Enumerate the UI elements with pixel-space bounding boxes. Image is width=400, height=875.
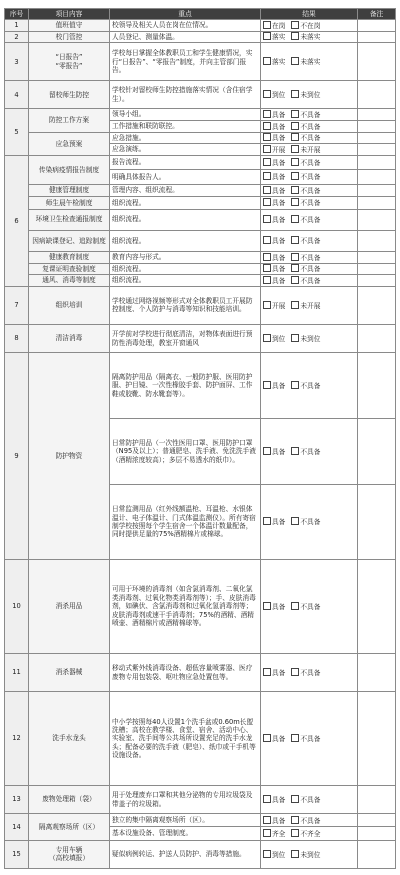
result-options [261, 184, 358, 196]
item-name: 留校师生防控 [29, 81, 110, 109]
note-cell[interactable] [358, 20, 396, 32]
checkbox[interactable] [291, 850, 299, 858]
key-point: 明确具体报告人。 [110, 170, 261, 185]
table-row [5, 81, 396, 109]
key-point: 人员登记、测量体温。 [110, 31, 261, 43]
item-name: 健康管理制度 [29, 184, 110, 196]
checkbox[interactable] [263, 734, 271, 742]
row-number: 15 [5, 840, 29, 868]
row-number: 1 [5, 20, 29, 32]
key-point: 组织流程。 [110, 197, 261, 209]
option-label: 到位 [272, 334, 286, 343]
option-label: 具备 [272, 186, 286, 195]
header-no: 序号 [5, 9, 29, 20]
note-cell[interactable] [358, 184, 396, 196]
checkbox[interactable] [263, 21, 271, 29]
option-label: 具备 [272, 265, 286, 274]
option-label: 不具备 [300, 215, 321, 224]
key-point: 隔离防护用品（隔离衣、一般防护服、医用防护服、护目镜、一次性橡胶手套、防护面屏、工作鞋或胶靴、防水靴套等）。 [110, 352, 261, 418]
checkbox[interactable] [291, 253, 299, 261]
row-number: 7 [5, 286, 29, 324]
option-label: 具备 [272, 215, 286, 224]
table-row [5, 275, 396, 287]
result-options [261, 170, 358, 185]
option-label: 到位 [272, 850, 286, 859]
option-label: 开展 [272, 145, 286, 154]
result-options [261, 275, 358, 287]
option-label: 具备 [272, 237, 286, 246]
checkbox[interactable] [291, 816, 299, 824]
option-label: 不具备 [300, 518, 321, 527]
checkbox[interactable] [263, 158, 271, 166]
checkbox[interactable] [291, 734, 299, 742]
checkbox[interactable] [263, 90, 271, 98]
option-label: 具备 [272, 816, 286, 825]
result-options [261, 109, 358, 121]
result-options [261, 155, 358, 170]
checkbox[interactable] [291, 264, 299, 272]
result-options [261, 827, 358, 840]
option-label: 未开展 [300, 301, 321, 310]
checkbox[interactable] [291, 110, 299, 118]
option-label: 未到位 [300, 334, 321, 343]
result-options [261, 81, 358, 109]
row-number: 9 [5, 352, 29, 559]
key-point: 应急措施。 [110, 132, 261, 144]
checkbox[interactable] [291, 57, 299, 65]
option-label: 不具备 [300, 158, 321, 167]
option-label: 具备 [272, 134, 286, 143]
result-options [261, 559, 358, 653]
key-point: 移动式紫外线消毒设备、超低容量喷雾器、医疗废物专用包装袋、呕吐物应急处置包等。 [110, 653, 261, 691]
result-options [261, 286, 358, 324]
option-label: 未落实 [300, 58, 321, 67]
checkbox[interactable] [263, 668, 271, 676]
checkbox[interactable] [291, 145, 299, 153]
item-name: 传染病疫情报告制度 [29, 155, 110, 184]
option-label: 不具备 [300, 173, 321, 182]
note-cell[interactable] [358, 419, 396, 485]
note-cell[interactable] [358, 275, 396, 287]
checkbox[interactable] [263, 264, 271, 272]
result-options [261, 43, 358, 81]
table-row [5, 840, 396, 868]
option-label: 在岗 [272, 21, 286, 30]
row-number: 11 [5, 653, 29, 691]
option-label: 不具备 [300, 276, 321, 285]
result-options [261, 120, 358, 132]
checkbox[interactable] [291, 172, 299, 180]
note-cell[interactable] [358, 170, 396, 185]
option-label: 未到位 [300, 91, 321, 100]
result-options [261, 485, 358, 560]
table-row [5, 43, 396, 81]
note-cell[interactable] [358, 286, 396, 324]
option-label: 不具备 [300, 186, 321, 195]
option-label: 不具备 [300, 668, 321, 677]
note-cell[interactable] [358, 485, 396, 560]
item-name: 环境卫生检查通报制度 [29, 209, 110, 230]
checkbox[interactable] [263, 301, 271, 309]
result-options [261, 419, 358, 485]
table-row [5, 31, 396, 43]
table-row [5, 184, 396, 196]
checkbox[interactable] [263, 816, 271, 824]
row-number: 4 [5, 81, 29, 109]
table-row [5, 155, 396, 170]
checkbox[interactable] [263, 57, 271, 65]
key-point: 疑似病例转运、护送人员防护、消毒等措施。 [110, 840, 261, 868]
checkbox[interactable] [263, 198, 271, 206]
row-number: 13 [5, 786, 29, 814]
note-cell[interactable] [358, 827, 396, 840]
row-number: 14 [5, 814, 29, 841]
option-label: 不具备 [300, 381, 321, 390]
checkbox[interactable] [263, 145, 271, 153]
checkbox[interactable] [291, 301, 299, 309]
option-label: 开展 [272, 301, 286, 310]
option-label: 不具备 [300, 237, 321, 246]
header-result: 结果 [261, 9, 358, 20]
checkbox[interactable] [291, 21, 299, 29]
option-label: 具备 [272, 734, 286, 743]
key-point: 校领导及相关人员在岗在位情况。 [110, 20, 261, 32]
option-label: 具备 [272, 110, 286, 119]
note-cell[interactable] [358, 43, 396, 81]
key-point: 学校针对留校师生防控措施落实情况（含住宿学生）。 [110, 81, 261, 109]
item-name: 防控工作方案 [29, 109, 110, 132]
checkbox[interactable] [263, 253, 271, 261]
note-cell[interactable] [358, 692, 396, 786]
result-options [261, 692, 358, 786]
table-row [5, 786, 396, 814]
table-row [5, 263, 396, 275]
table-row [5, 814, 396, 827]
note-cell[interactable] [358, 132, 396, 144]
table-row [5, 286, 396, 324]
option-label: 不具备 [300, 122, 321, 131]
checkbox[interactable] [291, 276, 299, 284]
note-cell[interactable] [358, 786, 396, 814]
option-label: 到位 [272, 91, 286, 100]
checkbox[interactable] [263, 850, 271, 858]
item-name: 专用车辆 （高校填报） [29, 840, 110, 868]
result-options [261, 209, 358, 230]
row-number: 6 [5, 155, 29, 286]
checkbox[interactable] [263, 602, 271, 610]
option-label: 落实 [272, 58, 286, 67]
result-options [261, 653, 358, 691]
key-point: 领导小组。 [110, 109, 261, 121]
inspection-checklist-table [4, 8, 396, 869]
item-name: 消杀器械 [29, 653, 110, 691]
checkbox[interactable] [263, 334, 271, 342]
note-cell[interactable] [358, 109, 396, 121]
checkbox[interactable] [291, 186, 299, 194]
item-name: 应急预案 [29, 132, 110, 155]
key-point: 教育内容与形式。 [110, 252, 261, 264]
checkbox[interactable] [291, 32, 299, 40]
key-point: 中小学按照每40人设置1个洗手盆或0.60m长盥洗槽；高校在教学楼、食堂、宿舍、活动中心、实验室、洗手间等公共场所设置充足的洗手水龙头；配备必要的洗手液（肥皂）、纸巾或干手机等设施设备。 [110, 692, 261, 786]
result-options [261, 325, 358, 353]
checkbox[interactable] [291, 447, 299, 455]
item-name: 消杀用品 [29, 559, 110, 653]
note-cell[interactable] [358, 81, 396, 109]
option-label: 未到位 [300, 850, 321, 859]
option-label: 具备 [272, 158, 286, 167]
option-label: 不具备 [300, 134, 321, 143]
result-options [261, 786, 358, 814]
option-label: 具备 [272, 276, 286, 285]
note-cell[interactable] [358, 814, 396, 827]
checkbox[interactable] [263, 276, 271, 284]
result-options [261, 132, 358, 144]
option-label: 具备 [272, 668, 286, 677]
row-number: 3 [5, 43, 29, 81]
checkbox[interactable] [263, 172, 271, 180]
item-name: 校门管控 [29, 31, 110, 43]
table-row [5, 209, 396, 230]
note-cell[interactable] [358, 155, 396, 170]
key-point: 用于处理废弃口罩和其他分泌物的专用垃圾袋及带盖子的垃圾箱。 [110, 786, 261, 814]
table-row [5, 20, 396, 32]
checkbox[interactable] [291, 158, 299, 166]
option-label: 齐全 [272, 829, 286, 838]
item-name: 值班值守 [29, 20, 110, 32]
note-cell[interactable] [358, 144, 396, 156]
header-note: 备注 [358, 9, 396, 20]
checkbox[interactable] [291, 381, 299, 389]
item-name: 废物处理箱（袋） [29, 786, 110, 814]
result-options [261, 31, 358, 43]
checkbox[interactable] [263, 795, 271, 803]
result-options [261, 144, 358, 156]
item-name: “日报告” “零报告” [29, 43, 110, 81]
row-number: 5 [5, 109, 29, 156]
key-point: 学校每日掌握全体教职员工和学生健康情况，实行“日报告”、“零报告”制度，并向主管部门报告。 [110, 43, 261, 81]
checkbox[interactable] [263, 215, 271, 223]
checkbox[interactable] [291, 133, 299, 141]
result-options [261, 840, 358, 868]
option-label: 不具备 [300, 447, 321, 456]
option-label: 落实 [272, 33, 286, 42]
table-row [5, 197, 396, 209]
checkbox[interactable] [291, 198, 299, 206]
item-name: 隔离观察场所（区） [29, 814, 110, 841]
checkbox[interactable] [263, 381, 271, 389]
option-label: 不具备 [300, 734, 321, 743]
table-row [5, 132, 396, 144]
note-cell[interactable] [358, 230, 396, 251]
option-label: 具备 [272, 381, 286, 390]
key-point: 日常监测用品（红外线额温枪、耳温枪、水银体温计、电子体温计、门式体温监测仪）。所有寄宿制学校按照每个学生宿舍一个体温计数量配备，同时提供足量的75%酒精棉片或棉球。 [110, 485, 261, 560]
key-point: 基本设施设备、管理制度。 [110, 827, 261, 840]
header-item: 项目内容 [29, 9, 110, 20]
checkbox[interactable] [291, 215, 299, 223]
note-cell[interactable] [358, 209, 396, 230]
option-label: 具备 [272, 447, 286, 456]
checkbox[interactable] [291, 668, 299, 676]
checkbox[interactable] [263, 32, 271, 40]
checkbox[interactable] [291, 236, 299, 244]
item-name: 组织培训 [29, 286, 110, 324]
note-cell[interactable] [358, 325, 396, 353]
key-point: 独立的集中隔离观察场所（区）。 [110, 814, 261, 827]
option-label: 未开展 [300, 145, 321, 154]
item-name: 洗手水龙头 [29, 692, 110, 786]
option-label: 不具备 [300, 816, 321, 825]
option-label: 不具备 [300, 265, 321, 274]
option-label: 具备 [272, 795, 286, 804]
item-name: 通风、消毒等制度 [29, 275, 110, 287]
option-label: 未落实 [300, 33, 321, 42]
checkbox[interactable] [263, 186, 271, 194]
note-cell[interactable] [358, 352, 396, 418]
option-label: 具备 [272, 199, 286, 208]
row-number: 10 [5, 559, 29, 653]
note-cell[interactable] [358, 197, 396, 209]
header-key-points: 重点 [110, 9, 261, 20]
key-point: 应急演练。 [110, 144, 261, 156]
note-cell[interactable] [358, 31, 396, 43]
option-label: 具备 [272, 173, 286, 182]
item-name: 健康教育制度 [29, 252, 110, 264]
row-number: 8 [5, 325, 29, 353]
table-row [5, 230, 396, 251]
item-name: 复课证明查验制度 [29, 263, 110, 275]
option-label: 不在岗 [300, 21, 321, 30]
checkbox[interactable] [291, 122, 299, 130]
item-name: 因病缺课登记、追踪制度 [29, 230, 110, 251]
row-number: 12 [5, 692, 29, 786]
key-point: 学校通过网络视频等形式对全体教职员工开展防控制度、个人防护与消毒等知识和技能培训。 [110, 286, 261, 324]
key-point: 组织流程。 [110, 263, 261, 275]
result-options [261, 230, 358, 251]
option-label: 不具备 [300, 602, 321, 611]
note-cell[interactable] [358, 120, 396, 132]
checkbox[interactable] [263, 517, 271, 525]
note-cell[interactable] [358, 840, 396, 868]
checkbox[interactable] [263, 236, 271, 244]
result-options [261, 352, 358, 418]
header-row [5, 9, 396, 20]
result-options [261, 263, 358, 275]
key-point: 报告流程。 [110, 155, 261, 170]
note-cell[interactable] [358, 653, 396, 691]
option-label: 具备 [272, 253, 286, 262]
checkbox[interactable] [263, 829, 271, 837]
item-name: 师生晨午检制度 [29, 197, 110, 209]
result-options [261, 252, 358, 264]
note-cell[interactable] [358, 263, 396, 275]
checkbox[interactable] [263, 122, 271, 130]
table-row [5, 653, 396, 691]
checkbox[interactable] [291, 829, 299, 837]
key-point: 工作措施和联防联控。 [110, 120, 261, 132]
table-row [5, 692, 396, 786]
table-row [5, 252, 396, 264]
checkbox[interactable] [263, 110, 271, 118]
checkbox[interactable] [263, 447, 271, 455]
result-options [261, 814, 358, 827]
table-row [5, 559, 396, 653]
option-label: 不具备 [300, 253, 321, 262]
result-options [261, 20, 358, 32]
option-label: 具备 [272, 602, 286, 611]
checkbox[interactable] [291, 795, 299, 803]
table-row [5, 352, 396, 418]
note-cell[interactable] [358, 559, 396, 653]
table-row [5, 109, 396, 121]
checkbox[interactable] [291, 602, 299, 610]
item-name: 防护物资 [29, 352, 110, 559]
checkbox[interactable] [291, 517, 299, 525]
option-label: 不具备 [300, 110, 321, 119]
option-label: 不具备 [300, 795, 321, 804]
key-point: 组织流程。 [110, 209, 261, 230]
option-label: 不齐全 [300, 829, 321, 838]
option-label: 具备 [272, 122, 286, 131]
checkbox[interactable] [263, 133, 271, 141]
key-point: 组织流程。 [110, 230, 261, 251]
option-label: 不具备 [300, 199, 321, 208]
row-number: 2 [5, 31, 29, 43]
note-cell[interactable] [358, 252, 396, 264]
key-point: 日常防护用品（一次性医用口罩、医用防护口罩（N95及以上）；普通肥皂、洗手液、免洗洗手液（酒精浓度较高）；多层不易透水的纸巾）。 [110, 419, 261, 485]
table-row [5, 325, 396, 353]
item-name: 清洁消毒 [29, 325, 110, 353]
result-options [261, 197, 358, 209]
key-point: 管理内容、组织流程。 [110, 184, 261, 196]
checkbox[interactable] [291, 90, 299, 98]
key-point: 可用于环境的消毒剂（如含氯消毒剂、二氧化氯类消毒剂、过氧化物类消毒剂等）；手、皮肤消毒剂，如碘伏、含氯消毒剂和过氧化氢消毒剂等；皮肤消毒剂或速干手消毒剂；75%的酒精、酒精喷壶、酒精棉片或酒精棉球等。 [110, 559, 261, 653]
key-point: 组织流程。 [110, 275, 261, 287]
option-label: 具备 [272, 518, 286, 527]
key-point: 开学前对学校进行彻底清洁，对物体表面进行预防性消毒处理，教室开窗通风 [110, 325, 261, 353]
checkbox[interactable] [291, 334, 299, 342]
